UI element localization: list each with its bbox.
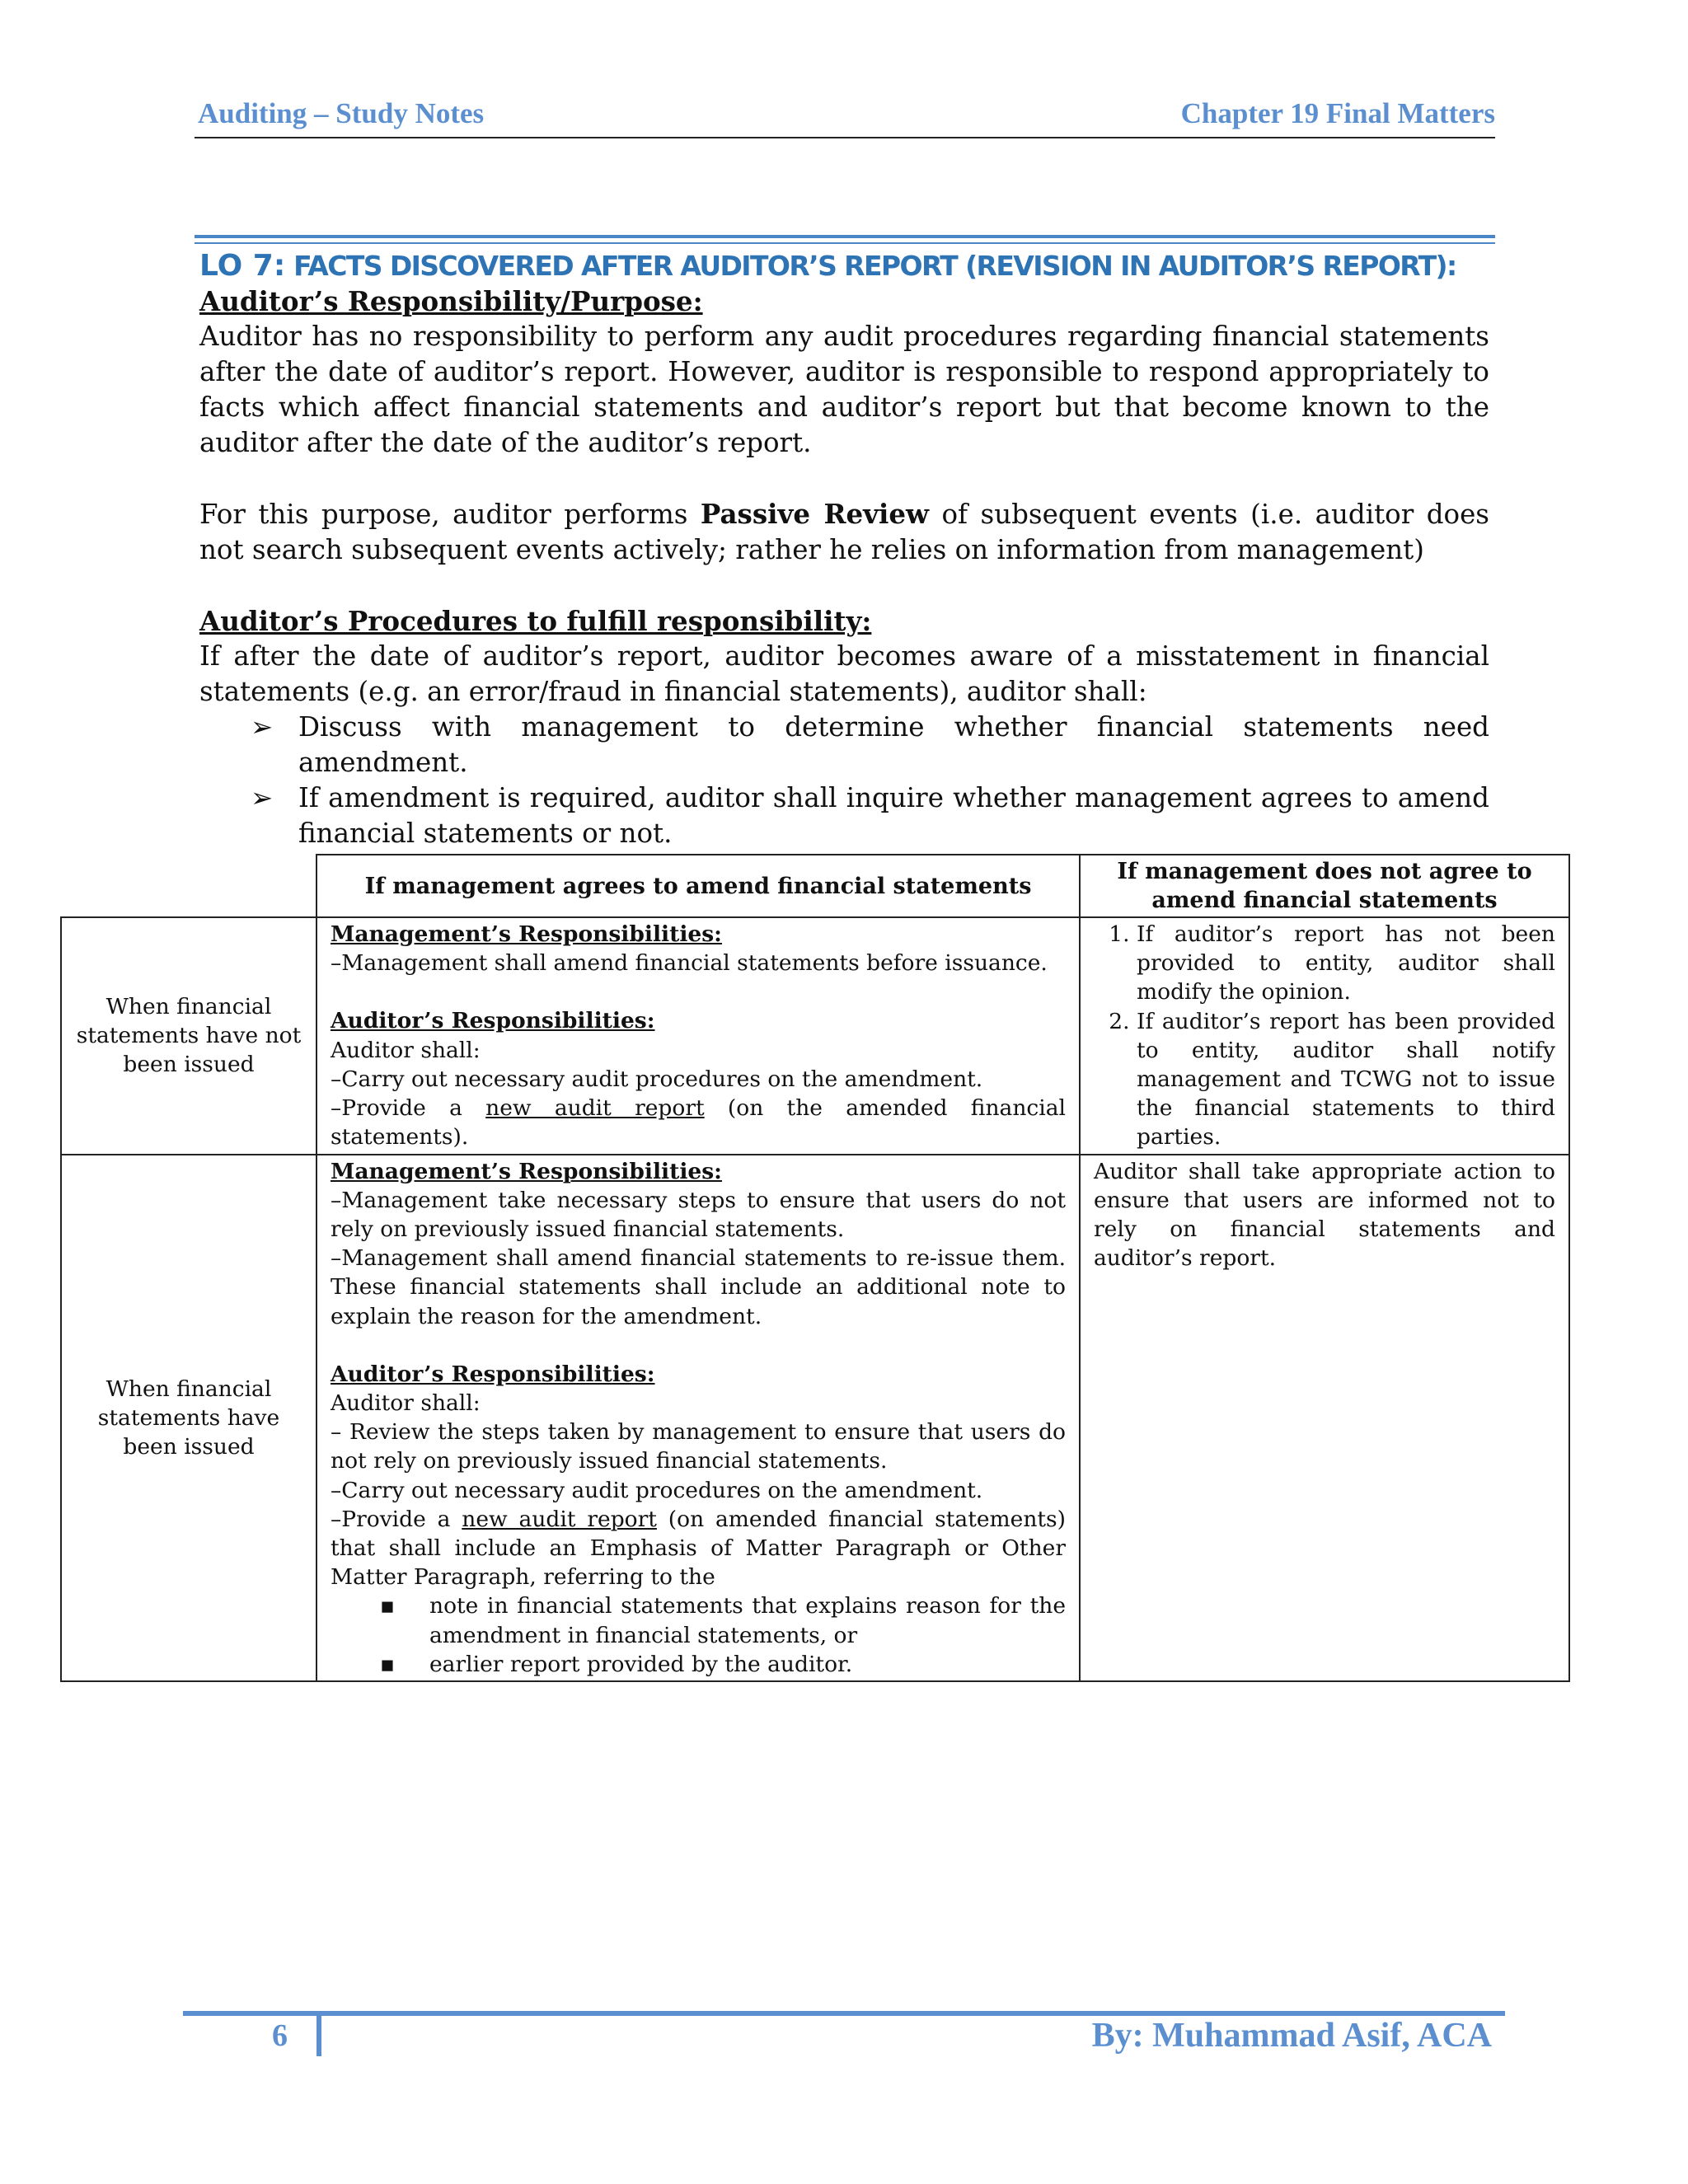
auditor-line: –Carry out necessary audit procedures on the amendment. bbox=[331, 1066, 983, 1092]
list-item: 2. If auditor’s report has been provided to entity, auditor shall notify management and TCWG not to issue the financial statements to third parties. bbox=[1137, 1007, 1555, 1152]
footer-author: By: Muhammad Asif, ACA bbox=[1091, 2017, 1492, 2055]
table-corner-cell bbox=[61, 855, 316, 917]
auditor-line: – Review the steps taken by management to ensure that users do not rely on previously issued financial statements. bbox=[331, 1419, 1066, 1474]
reference-list bbox=[331, 1591, 1066, 1679]
arrow-bullet-icon: ➢ bbox=[251, 711, 274, 743]
list-item bbox=[380, 1650, 1066, 1679]
square-bullet-icon: ▪ bbox=[380, 1593, 395, 1619]
responsibility-heading: Auditor’s Responsibility/Purpose: bbox=[199, 285, 703, 317]
procedures-paragraph: If after the date of auditor’s report, auditor becomes aware of a misstatement in financial statements (e.g. an error/fraud in financial statements), auditor shall: bbox=[199, 640, 1489, 707]
disagree-numbered-list bbox=[1094, 920, 1555, 1152]
auditor-line bbox=[331, 1505, 1066, 1592]
table-row bbox=[61, 1155, 1569, 1681]
list-item bbox=[380, 1591, 1066, 1649]
list-item-text: note in financial statements that explains reason for the amendment in financial statements, or bbox=[429, 1593, 1066, 1648]
auditor-responsibilities-heading: Auditor’s Responsibilities: bbox=[331, 1008, 655, 1034]
section-rule-top bbox=[195, 235, 1495, 238]
column-header-disagree: If management does not agree to amend financial statements bbox=[1080, 855, 1569, 917]
revision-table bbox=[60, 854, 1570, 1682]
auditor-line-text-a: –Provide a bbox=[331, 1506, 462, 1532]
procedures-list bbox=[199, 710, 1489, 851]
arrow-bullet-icon: ➢ bbox=[251, 782, 274, 813]
passive-review-term: Passive Review bbox=[700, 498, 930, 530]
section-procedures bbox=[199, 603, 1489, 851]
table-row bbox=[61, 917, 1569, 1155]
passive-review-text-b: of subsequent events (i.e. auditor does not search subsequent events actively; rather he relies on information from management) bbox=[199, 499, 1489, 565]
row-label-issued: When financial statements have been issued bbox=[61, 1155, 316, 1681]
list-item: 1. If auditor’s report has not been provided to entity, auditor shall modify the opinion. bbox=[1137, 920, 1555, 1007]
auditor-line-text-b: (on the amended financial statements). bbox=[331, 1095, 1066, 1151]
header-chapter-title: Chapter 19 Final Matters bbox=[1180, 97, 1495, 129]
cell-disagree-issued: Auditor shall take appropriate action to ensure that users are informed not to rely on financial statements and auditor’s report. bbox=[1080, 1155, 1569, 1681]
column-header-agree: If management agrees to amend financial statements bbox=[316, 855, 1080, 917]
passive-review-paragraph bbox=[199, 496, 1489, 568]
mgmt-responsibilities-heading: Management’s Responsibilities: bbox=[331, 921, 722, 947]
row-label-not-issued: When financial statements have not been issued bbox=[61, 917, 316, 1155]
new-audit-report-term: new audit report bbox=[485, 1095, 705, 1122]
mgmt-responsibility-line: –Management shall amend financial statements to re-issue them. These financial statements shall include an additional note to explain the reason for the amendment. bbox=[331, 1245, 1066, 1329]
passive-review-text-a: For this purpose, auditor performs bbox=[199, 499, 701, 530]
auditor-line-text-b: (on amended financial statements) that shall include an Emphasis of Matter Paragraph or Other Matter Paragraph, referring to the bbox=[331, 1506, 1066, 1591]
responsibility-paragraph: Auditor has no responsibility to perform any audit procedures regarding financial statements after the date of auditor’s report. However, auditor is responsible to respond appropriately to facts which affect financial statements and auditor’s report but that become known to the auditor after the date of the auditor’s report. bbox=[199, 321, 1489, 458]
mgmt-responsibility-line: –Management shall amend financial statements before issuance. bbox=[331, 950, 1048, 977]
new-audit-report-term: new audit report bbox=[462, 1506, 657, 1532]
list-item-text: earlier report provided by the auditor. bbox=[429, 1651, 853, 1677]
list-item-text: Discuss with management to determine whether financial statements need amendment. bbox=[298, 711, 1489, 778]
auditor-line: –Carry out necessary audit procedures on the amendment. bbox=[331, 1477, 983, 1503]
section-rule-bottom bbox=[195, 242, 1495, 244]
lo-heading bbox=[199, 249, 1518, 283]
table-header-row bbox=[61, 855, 1569, 917]
footer-page-separator bbox=[316, 2013, 321, 2056]
auditor-responsibilities-heading: Auditor’s Responsibilities: bbox=[331, 1361, 655, 1387]
auditor-line-text-a: –Provide a bbox=[331, 1095, 486, 1122]
mgmt-responsibility-line: –Management take necessary steps to ensure that users do not rely on previously issued financial statements. bbox=[331, 1187, 1066, 1243]
lo-title-text: FACTS DISCOVERED AFTER AUDITOR’S REPORT (REVISION IN AUDITOR’S REPORT): bbox=[293, 250, 1456, 282]
cell-agree-issued bbox=[316, 1155, 1080, 1681]
lo-label: LO 7: bbox=[199, 249, 286, 283]
auditor-intro: Auditor shall: bbox=[331, 1037, 481, 1063]
list-item bbox=[199, 780, 1489, 851]
list-item bbox=[199, 710, 1489, 780]
auditor-intro: Auditor shall: bbox=[331, 1390, 481, 1417]
cell-agree-not-issued bbox=[316, 917, 1080, 1155]
section-responsibility bbox=[199, 284, 1489, 568]
square-bullet-icon: ▪ bbox=[380, 1651, 395, 1677]
procedures-heading: Auditor’s Procedures to fulfill responsibility: bbox=[199, 605, 872, 637]
cell-disagree-not-issued bbox=[1080, 917, 1569, 1155]
list-item-text: If amendment is required, auditor shall inquire whether management agrees to amend financial statements or not. bbox=[298, 782, 1489, 849]
page-number: 6 bbox=[272, 2018, 288, 2053]
mgmt-responsibilities-heading: Management’s Responsibilities: bbox=[331, 1158, 722, 1184]
auditor-line bbox=[331, 1094, 1066, 1151]
header-left-title: Auditing – Study Notes bbox=[198, 97, 485, 129]
header-divider bbox=[195, 137, 1495, 138]
